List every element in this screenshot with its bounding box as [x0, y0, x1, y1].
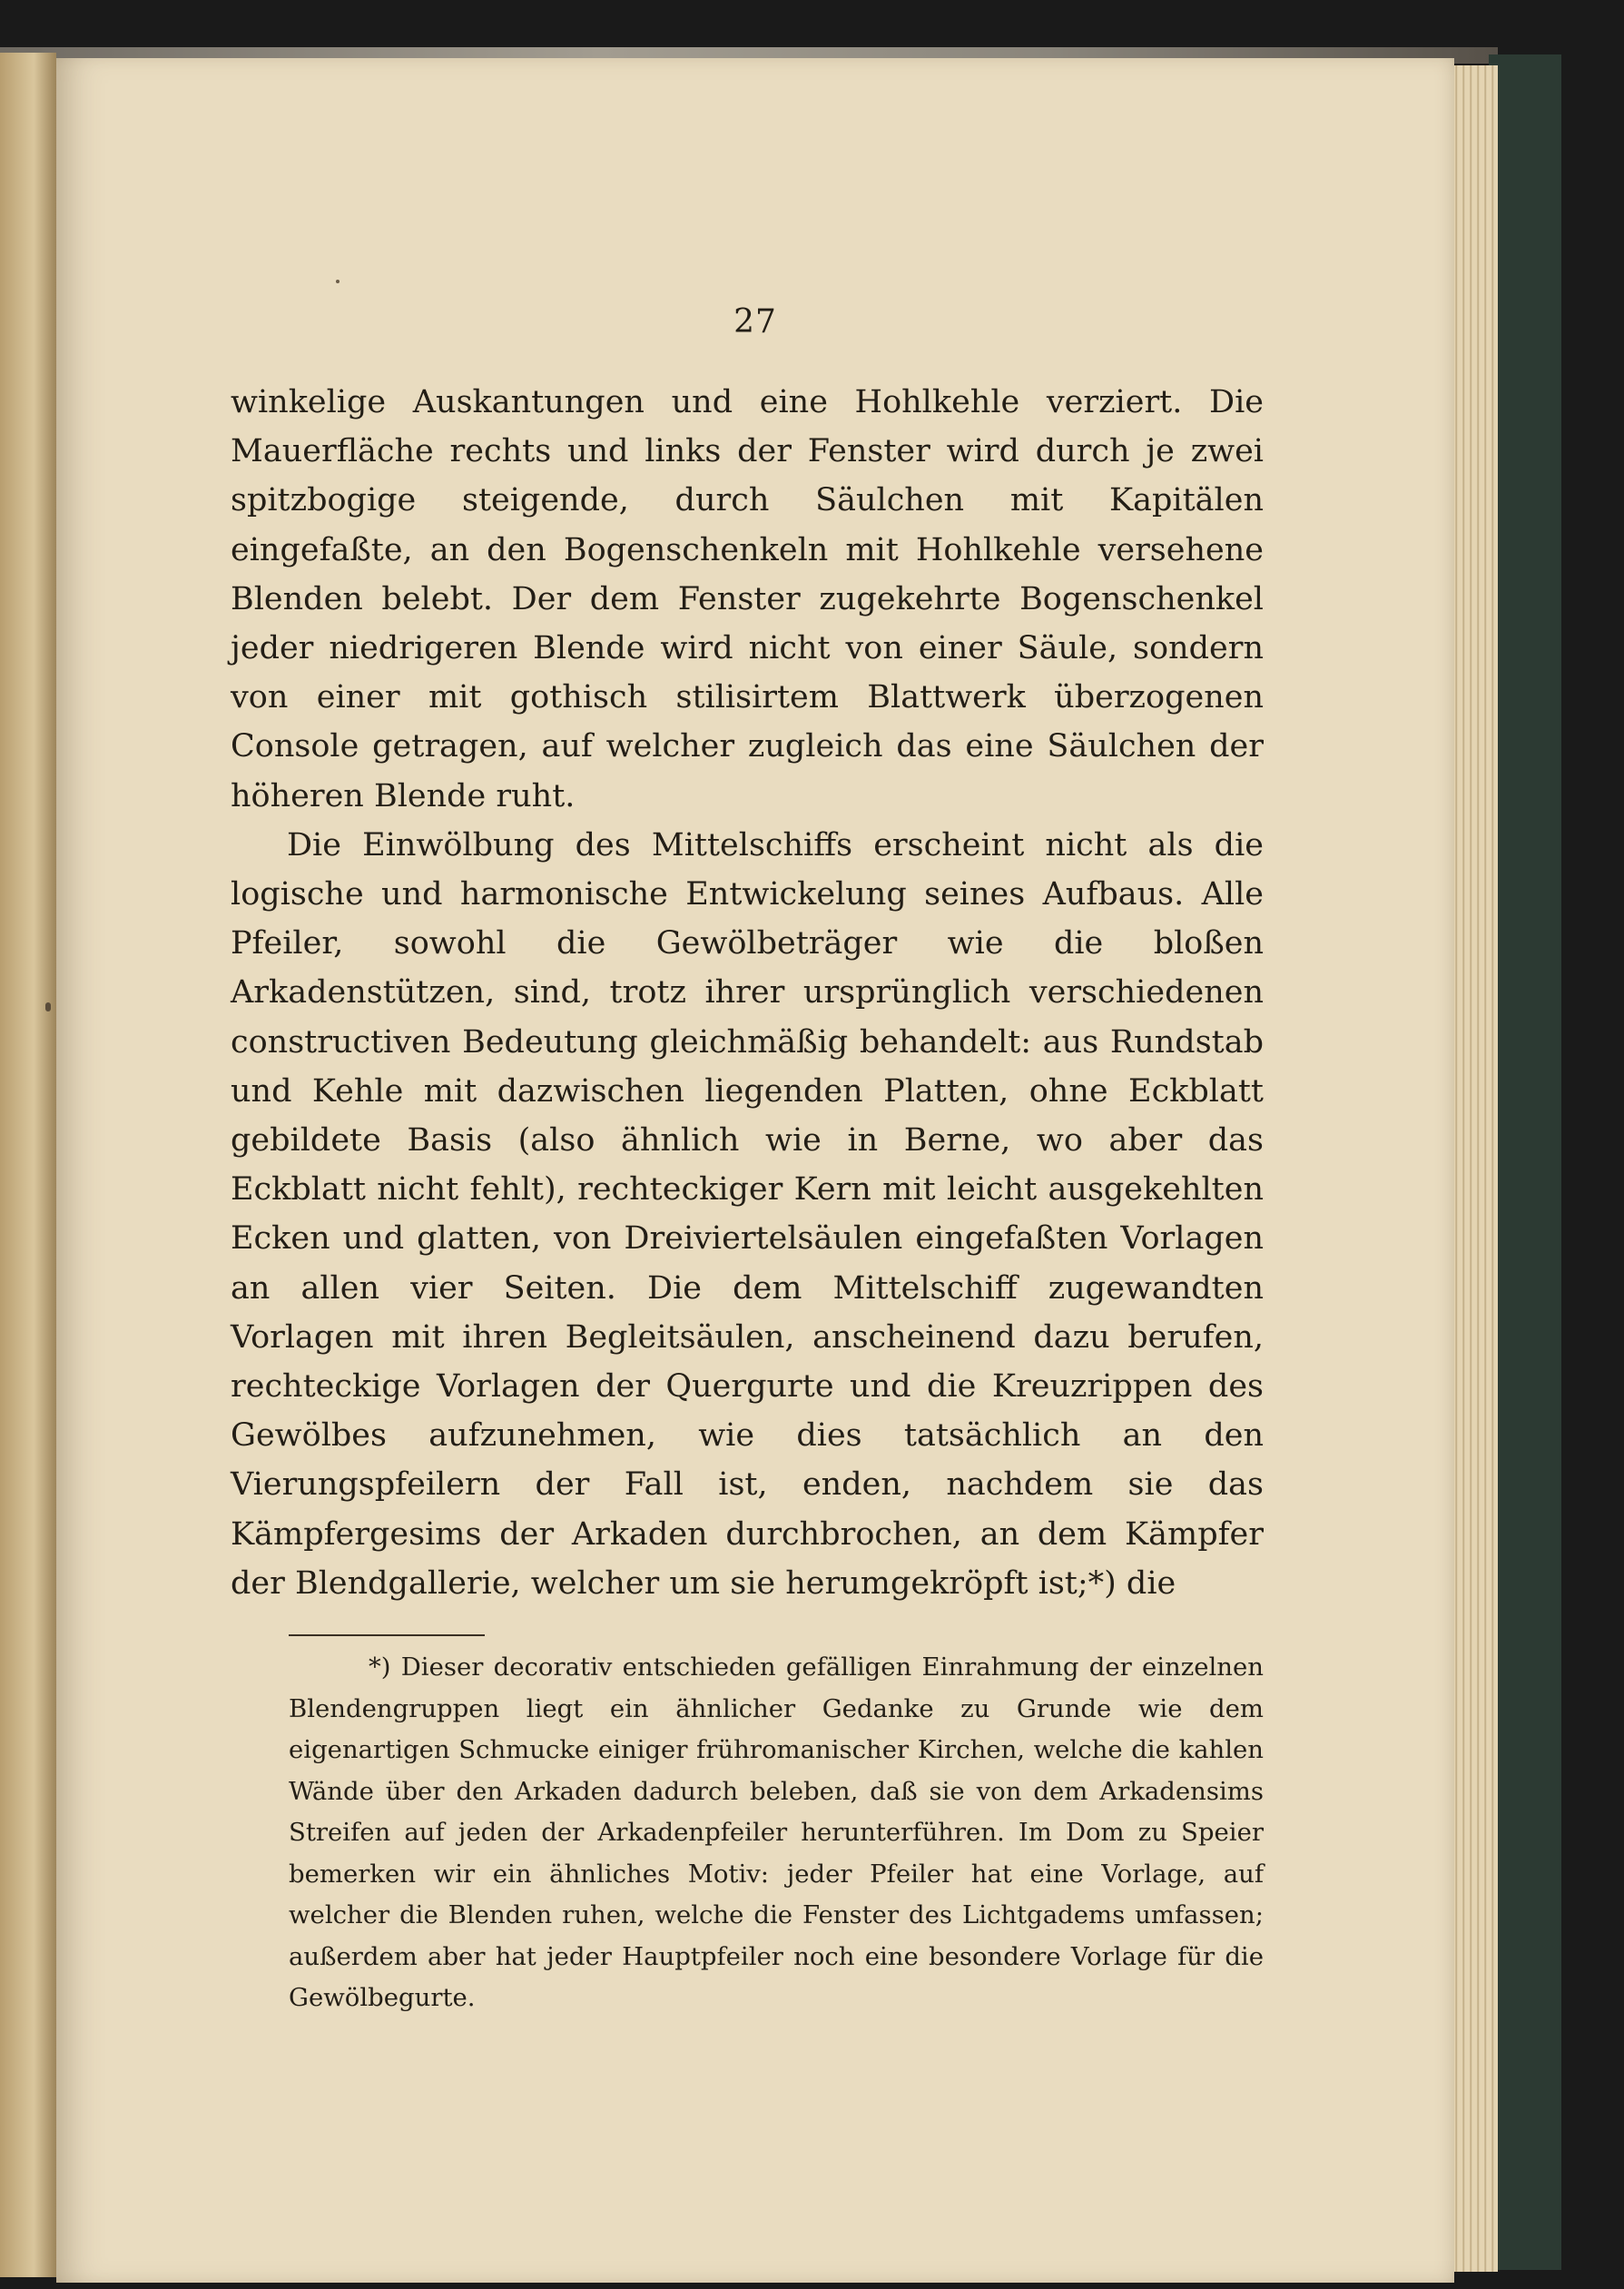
book-page [56, 58, 1454, 2283]
footnote-text: *) Dieser decorativ entschieden gefälligen Einrahmung der einzelnen Blendengruppen liegt ein ähnlicher Gedanke zu Grunde wie dem eigenartigen Schmucke einiger frühromanischer Kirchen, welche die kahlen Wände über den Arkaden dadurch beleben, daß sie von dem Arkadensims Streifen auf jeden der Arkadenpfeiler herunterführen. Im Dom zu Speier bemerken wir ein ähnliches Motiv: jeder Pfeiler hat eine Vorlage, auf welcher die Blenden ruhen, welche die Fenster des Lichtgadems umfassen; außerdem aber hat jeder Hauptpfeiler noch eine besondere Vorlage für die Gewölbegurte. [289, 1653, 1264, 2012]
book-cover-edge [1489, 54, 1561, 2270]
footnote-rule [289, 1634, 485, 1636]
margin-speck [45, 1002, 51, 1011]
main-text [231, 378, 1264, 1608]
footnote [289, 1647, 1264, 2019]
left-page-edge [0, 53, 56, 2277]
paragraph-1: winkelige Auskantungen und eine Hohlkehle verziert. Die Mauerfläche rechts und links der Fenster wird durch je zwei spitzbogige steigende, durch Säulchen mit Kapitälen eingefaßte, an den Bogenschenkeln mit Hohlkehle versehene Blenden belebt. Der dem Fenster zugekehrte Bogenschenkel jeder niedrigeren Blende wird nicht von einer Säule, sondern von einer mit gothisch stilisirtem Blattwerk überzogenen Console getragen, auf welcher zugleich das eine Säulchen der höheren Blende ruht. [231, 384, 1264, 814]
page-number: 27 [733, 303, 777, 340]
margin-dot [336, 280, 340, 283]
paragraph-2: Die Einwölbung des Mittelschiffs erscheint nicht als die logische und harmonische Entwickelung seines Aufbaus. Alle Pfeiler, sowohl die Gewölbeträger wie die bloßen Arkadenstützen, sind, trotz ihrer ursprünglich verschiedenen constructiven Bedeutung gleichmäßig behandelt: aus Rundstab und Kehle mit dazwischen liegenden Platten, ohne Eckblatt gebildete Basis (also ähnlich wie in Berne, wo aber das Eckblatt nicht fehlt), rechteckiger Kern mit leicht ausgekehlten Ecken und glatten, von Dreiviertelsäulen eingefaßten Vorlagen an allen vier Seiten. Die dem Mittelschiff zugewandten Vorlagen mit ihren Begleitsäulen, anscheinend dazu berufen, rechteckige Vorlagen der Quergurte und die Kreuzrippen des Gewölbes aufzunehmen, wie dies tatsächlich an den Vierungspfeilern der Fall ist, enden, nachdem sie das Kämpfergesims der Arkaden durchbrochen, an dem Kämpfer der Blendgallerie, welcher um sie herumgekröpft ist;*) die [231, 826, 1264, 1602]
